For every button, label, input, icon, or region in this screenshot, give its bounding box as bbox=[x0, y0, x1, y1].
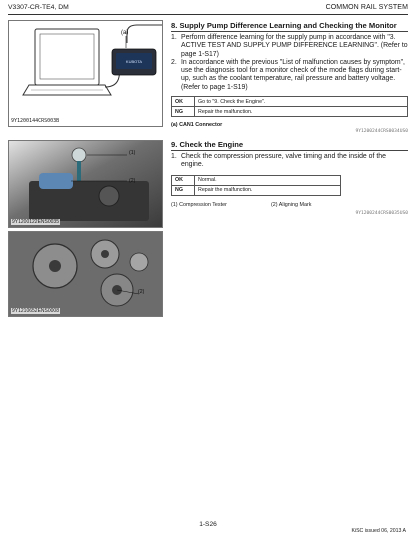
section-rule bbox=[171, 31, 408, 32]
gears-photo-illustration bbox=[9, 232, 162, 316]
callout-2: (2) bbox=[129, 178, 136, 184]
section-8 bbox=[171, 21, 408, 134]
result-key: OK bbox=[172, 97, 195, 107]
section-9-title: 9. Check the Engine bbox=[171, 140, 244, 149]
tool-screen-text: KUBOTA bbox=[125, 59, 143, 64]
section-9 bbox=[171, 140, 408, 216]
header-rule bbox=[8, 14, 408, 15]
table-row bbox=[172, 107, 408, 117]
result-table bbox=[171, 96, 408, 117]
result-key: NG bbox=[172, 185, 195, 195]
issue-note: KiSC issued 06, 2013 A bbox=[351, 528, 406, 534]
document-code: 9Y1200244CRS0034US0 bbox=[355, 129, 408, 135]
figure-legend bbox=[171, 202, 408, 210]
document-code: 9Y1200244CRS0035US0 bbox=[355, 210, 408, 216]
page-number: 1-S26 bbox=[199, 521, 217, 528]
callout-a: (a) bbox=[121, 30, 129, 36]
legend-item: (2) Aligning Mark bbox=[271, 201, 312, 208]
list-item: 1. Check the compression pressure, valve timing and the inside of the engine. bbox=[171, 153, 408, 170]
figure-compression-tester-photo bbox=[8, 140, 163, 228]
section-8-title: 8. Supply Pump Difference Learning and Checking the Monitor bbox=[171, 21, 397, 30]
callout-1: (1) bbox=[129, 150, 136, 156]
table-row bbox=[172, 175, 341, 185]
result-value: Repair the malfunction. bbox=[195, 185, 341, 195]
engine-photo-illustration bbox=[9, 141, 162, 227]
laptop-tool-illustration bbox=[9, 21, 162, 116]
doc-section-title: COMMON RAIL SYSTEM bbox=[325, 4, 408, 11]
doc-model: V3307-CR-TE4, DM bbox=[8, 4, 69, 11]
result-value: Normal. bbox=[195, 175, 341, 185]
figure-diagnosis-tool bbox=[8, 20, 163, 127]
result-key: NG bbox=[172, 107, 195, 117]
list-item: 1. Perform difference learning for the supply pump in accordance with "3. ACTIVE TEST AND SUPPLY PUMP DIFFERENCE LEARNING". (Refer to page 1-S17) bbox=[171, 34, 408, 58]
callout-2: (2) bbox=[138, 289, 145, 295]
figure-code: 9Y1200122ENS0035 bbox=[12, 219, 59, 225]
result-value: Repair the malfunction. bbox=[195, 107, 408, 117]
list-item-text: In accordance with the previous "List of malfunction causes by symptom", use the diagnosis tool for a monitor check of the mode flags during start-up, such as the coolant temperature, rail pressure and battery voltage. (Refer to page 1-S19) bbox=[181, 58, 405, 91]
list-item-text: Perform difference learning for the supply pump in accordance with "3. ACTIVE TEST AND SUPPLY PUMP DIFFERENCE LEARNING". (Refer to page 1-S17) bbox=[181, 34, 408, 58]
result-value: Go to "9. Check the Engine". bbox=[195, 97, 408, 107]
table-row bbox=[172, 185, 341, 195]
figure-timing-gears-photo bbox=[8, 231, 163, 317]
gauge bbox=[72, 148, 86, 162]
list-item: 2. In accordance with the previous "List of malfunction causes by symptom", use the diagnosis tool for a monitor check of the mode flags during start-up, such as the coolant temperature, rail pressure and battery voltage. (Refer to page 1-S19) bbox=[171, 59, 408, 92]
result-table bbox=[171, 175, 341, 196]
table-row bbox=[172, 97, 408, 107]
figure-code: 9Y1200144CRS003B bbox=[11, 118, 60, 124]
legend-item: (1) Compression Tester bbox=[171, 201, 227, 208]
figure-legend: (a) CAN1 Connector bbox=[171, 122, 223, 129]
section-rule bbox=[171, 150, 408, 151]
figure-code: 9Y1210652ENS0008 bbox=[12, 308, 59, 314]
result-key: OK bbox=[172, 175, 195, 185]
list-item-text: Check the compression pressure, valve timing and the inside of the engine. bbox=[181, 153, 386, 169]
